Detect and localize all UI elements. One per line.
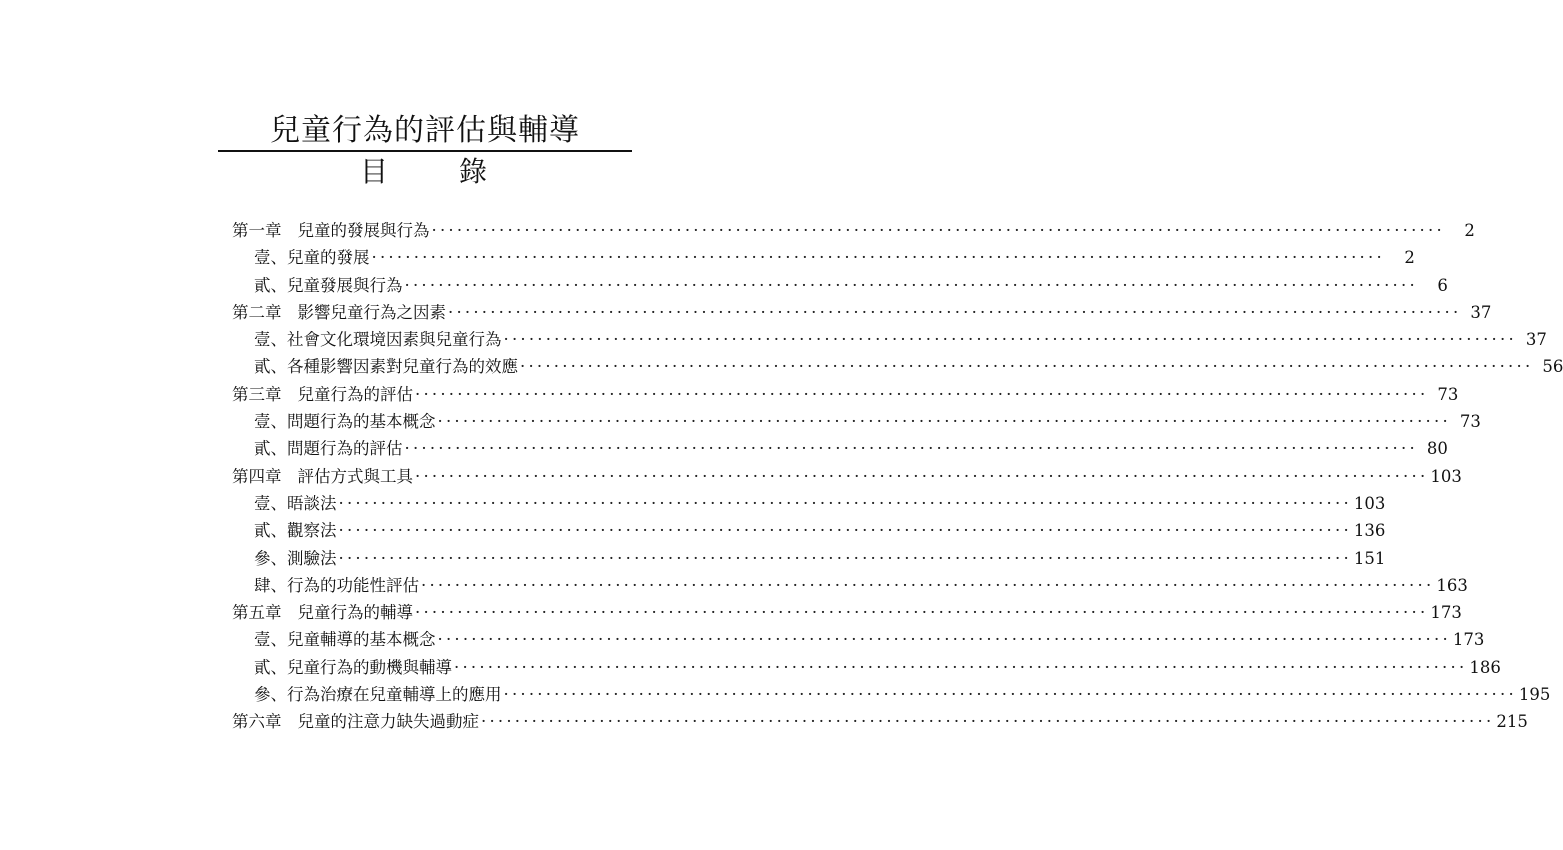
toc-section-row — [232, 545, 1386, 572]
dot-leader: ························································································································ — [415, 466, 1429, 486]
toc-page-number: 103 — [1353, 493, 1386, 513]
table-of-contents — [232, 217, 1563, 736]
toc-entry-title: 兒童行為的輔導 — [297, 603, 413, 623]
dot-leader: ························································································································ — [338, 548, 1352, 568]
toc-chapter-number: 第五章 — [232, 603, 282, 623]
toc-section-row — [232, 517, 1386, 544]
toc-section-row — [232, 654, 1501, 681]
toc-entry-title: 參、測驗法 — [254, 548, 337, 568]
toc-page-number: 37 — [1470, 302, 1492, 322]
toc-entry-title: 兒童的注意力缺失過動症 — [297, 712, 479, 732]
dot-leader: ························································································································ — [437, 630, 1451, 650]
toc-section-row — [232, 626, 1485, 653]
toc-section-row — [232, 435, 1448, 462]
toc-chapter-row — [232, 599, 1462, 626]
toc-chapter-row — [232, 299, 1492, 326]
toc-entry-title: 貳、兒童行為的動機與輔導 — [254, 657, 452, 677]
toc-section-row — [232, 272, 1448, 299]
toc-section-row — [232, 681, 1551, 708]
dot-leader: ························································································································ — [431, 221, 1445, 240]
toc-chapter-row — [232, 708, 1528, 735]
toc-entry-title: 肆、行為的功能性評估 — [254, 575, 419, 595]
toc-entry-title: 壹、問題行為的基本概念 — [254, 412, 436, 432]
dot-leader: ························································································································ — [437, 412, 1451, 432]
toc-chapter-row — [232, 381, 1459, 408]
toc-page-number: 186 — [1469, 657, 1501, 677]
toc-entry-title: 貳、兒童發展與行為 — [254, 275, 403, 295]
book-title: 兒童行為的評估與輔導 — [270, 113, 580, 148]
dot-leader: ························································································································ — [415, 603, 1429, 623]
toc-entry-title: 評估方式與工具 — [297, 466, 413, 486]
toc-page-number: 6 — [1437, 275, 1448, 295]
toc-entry-title: 壹、兒童的發展 — [254, 248, 370, 268]
toc-page-number: 80 — [1426, 439, 1448, 459]
dot-leader: ························································································································ — [448, 302, 1462, 322]
dot-leader: ························································································································ — [481, 712, 1495, 732]
dot-leader: ························································································································ — [503, 685, 1517, 705]
toc-page-number: 163 — [1436, 575, 1468, 595]
toc-heading-char-2: 錄 — [459, 155, 488, 188]
dot-leader: ························································································································ — [503, 330, 1517, 350]
dot-leader: ························································································································ — [338, 521, 1352, 541]
toc-entry-title: 貳、問題行為的評估 — [254, 439, 403, 459]
toc-entry-title: 貳、各種影響因素對兒童行為的效應 — [254, 357, 518, 377]
toc-entry-title: 影響兒童行為之因素 — [297, 302, 446, 322]
toc-page-number: 151 — [1353, 548, 1386, 568]
toc-page-number: 215 — [1496, 712, 1528, 732]
dot-leader: ························································································································ — [404, 275, 1418, 295]
toc-page-number: 56 — [1542, 357, 1563, 377]
toc-page-number: 2 — [1464, 221, 1475, 240]
toc-page-number: 37 — [1525, 330, 1547, 350]
toc-section-row — [232, 326, 1547, 353]
toc-page-number: 73 — [1437, 384, 1459, 404]
dot-leader: ························································································································ — [338, 493, 1352, 513]
dot-leader: ························································································································ — [415, 384, 1429, 404]
toc-entry-title: 兒童行為的評估 — [297, 384, 413, 404]
toc-section-row — [232, 353, 1563, 380]
toc-heading — [218, 154, 632, 190]
toc-chapter-number: 第三章 — [232, 384, 282, 404]
toc-page-number: 73 — [1459, 412, 1481, 432]
toc-entry-title: 貳、觀察法 — [254, 521, 337, 541]
toc-chapter-row — [232, 463, 1462, 490]
dot-leader: ························································································································ — [421, 575, 1435, 595]
dot-leader: ························································································································ — [520, 357, 1534, 377]
toc-entry-title: 兒童的發展與行為 — [297, 221, 430, 240]
toc-entry-title: 壹、兒童輔導的基本概念 — [254, 630, 436, 650]
title-rule — [218, 150, 632, 152]
dot-leader: ························································································································ — [371, 248, 1385, 268]
toc-section-row — [232, 490, 1386, 517]
toc-chapter-number: 第六章 — [232, 712, 282, 732]
toc-section-row — [232, 572, 1468, 599]
toc-heading-char-1: 目 — [360, 155, 389, 188]
dot-leader: ························································································································ — [404, 439, 1418, 459]
toc-chapter-number: 第一章 — [232, 221, 282, 240]
toc-chapter-row — [232, 217, 1475, 244]
toc-chapter-number: 第二章 — [232, 302, 282, 322]
toc-entry-title: 參、行為治療在兒童輔導上的應用 — [254, 685, 502, 705]
toc-entry-title: 壹、社會文化環境因素與兒童行為 — [254, 330, 502, 350]
toc-page-number: 173 — [1452, 630, 1485, 650]
toc-page-number: 173 — [1430, 603, 1462, 623]
dot-leader: ························································································································ — [454, 657, 1468, 677]
toc-entry-title: 壹、晤談法 — [254, 493, 337, 513]
toc-page-number: 103 — [1430, 466, 1462, 486]
toc-section-row — [232, 244, 1415, 271]
toc-page-number: 2 — [1404, 248, 1415, 268]
toc-chapter-number: 第四章 — [232, 466, 282, 486]
toc-page-number: 195 — [1518, 685, 1551, 705]
toc-page-number: 136 — [1353, 521, 1386, 541]
toc-section-row — [232, 408, 1481, 435]
